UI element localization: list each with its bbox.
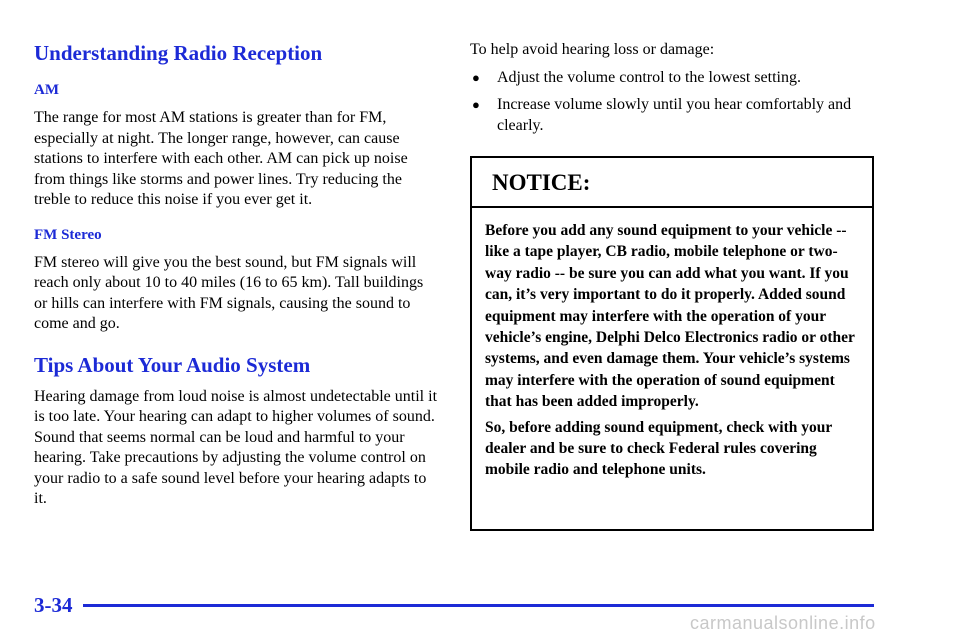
section-title-audio-tips: Tips About Your Audio System bbox=[34, 352, 311, 377]
am-heading: AM bbox=[34, 82, 59, 98]
right-column bbox=[470, 40, 880, 136]
list-item bbox=[470, 95, 880, 136]
bullet-text: Increase volume slowly until you hear comfortably and clearly. bbox=[497, 96, 852, 134]
bullet-text: Adjust the volume control to the lowest setting. bbox=[497, 68, 801, 86]
hearing-intro: To help avoid hearing loss or damage: bbox=[470, 41, 715, 58]
section-title-radio-reception: Understanding Radio Reception bbox=[34, 41, 323, 65]
page-number: 3-34 bbox=[34, 593, 73, 617]
bullet-icon: ● bbox=[472, 69, 480, 85]
notice-paragraph: So, before adding sound equipment, check with your dealer and be sure to check Federal rules covering mobile radio and telephone units. bbox=[485, 418, 832, 479]
list-item bbox=[470, 68, 880, 89]
tips-paragraph: Hearing damage from loud noise is almost undetectable until it is too late. Your hearing can adapt to higher volumes of sound. Sound that seems normal can be loud and harmful to your hearing. Take precautions by adjusting the volume control on your radio to a safe sound level before your hearing adapts to it. bbox=[34, 387, 438, 507]
am-paragraph: The range for most AM stations is greater than for FM, especially at night. The longer range, however, can cause stations to interfere with each other. AM can pick up noise from things like storms and power lines. Try reducing the treble to reduce this noise if you ever get it. bbox=[34, 109, 408, 208]
footer-divider bbox=[83, 604, 874, 607]
notice-box bbox=[470, 156, 874, 531]
left-column bbox=[34, 40, 438, 510]
fm-heading: FM Stereo bbox=[34, 226, 102, 243]
fm-paragraph: FM stereo will give you the best sound, but FM signals will reach only about 10 to 40 miles (16 to 65 km). Tall buildings or hills can interfere with FM signals, causing the sound to come and go. bbox=[34, 253, 424, 332]
notice-body bbox=[472, 208, 872, 481]
bullet-icon: ● bbox=[472, 97, 480, 112]
notice-title: NOTICE: bbox=[472, 158, 872, 208]
watermark: carmanualsonline.info bbox=[690, 613, 876, 633]
notice-paragraph: Before you add any sound equipment to your vehicle -- like a tape player, CB radio, mobile telephone or two-way radio -- be sure you can add what you want. If you can, it’s very important to do it properly. Added sound equipment may interfere with the operation of your vehicle’s engine, Delphi Delco Electronics radio or other systems, and even damage them. Your vehicle’s systems may interfere with the operation of sound equipment that has been added improperly. bbox=[485, 222, 855, 411]
